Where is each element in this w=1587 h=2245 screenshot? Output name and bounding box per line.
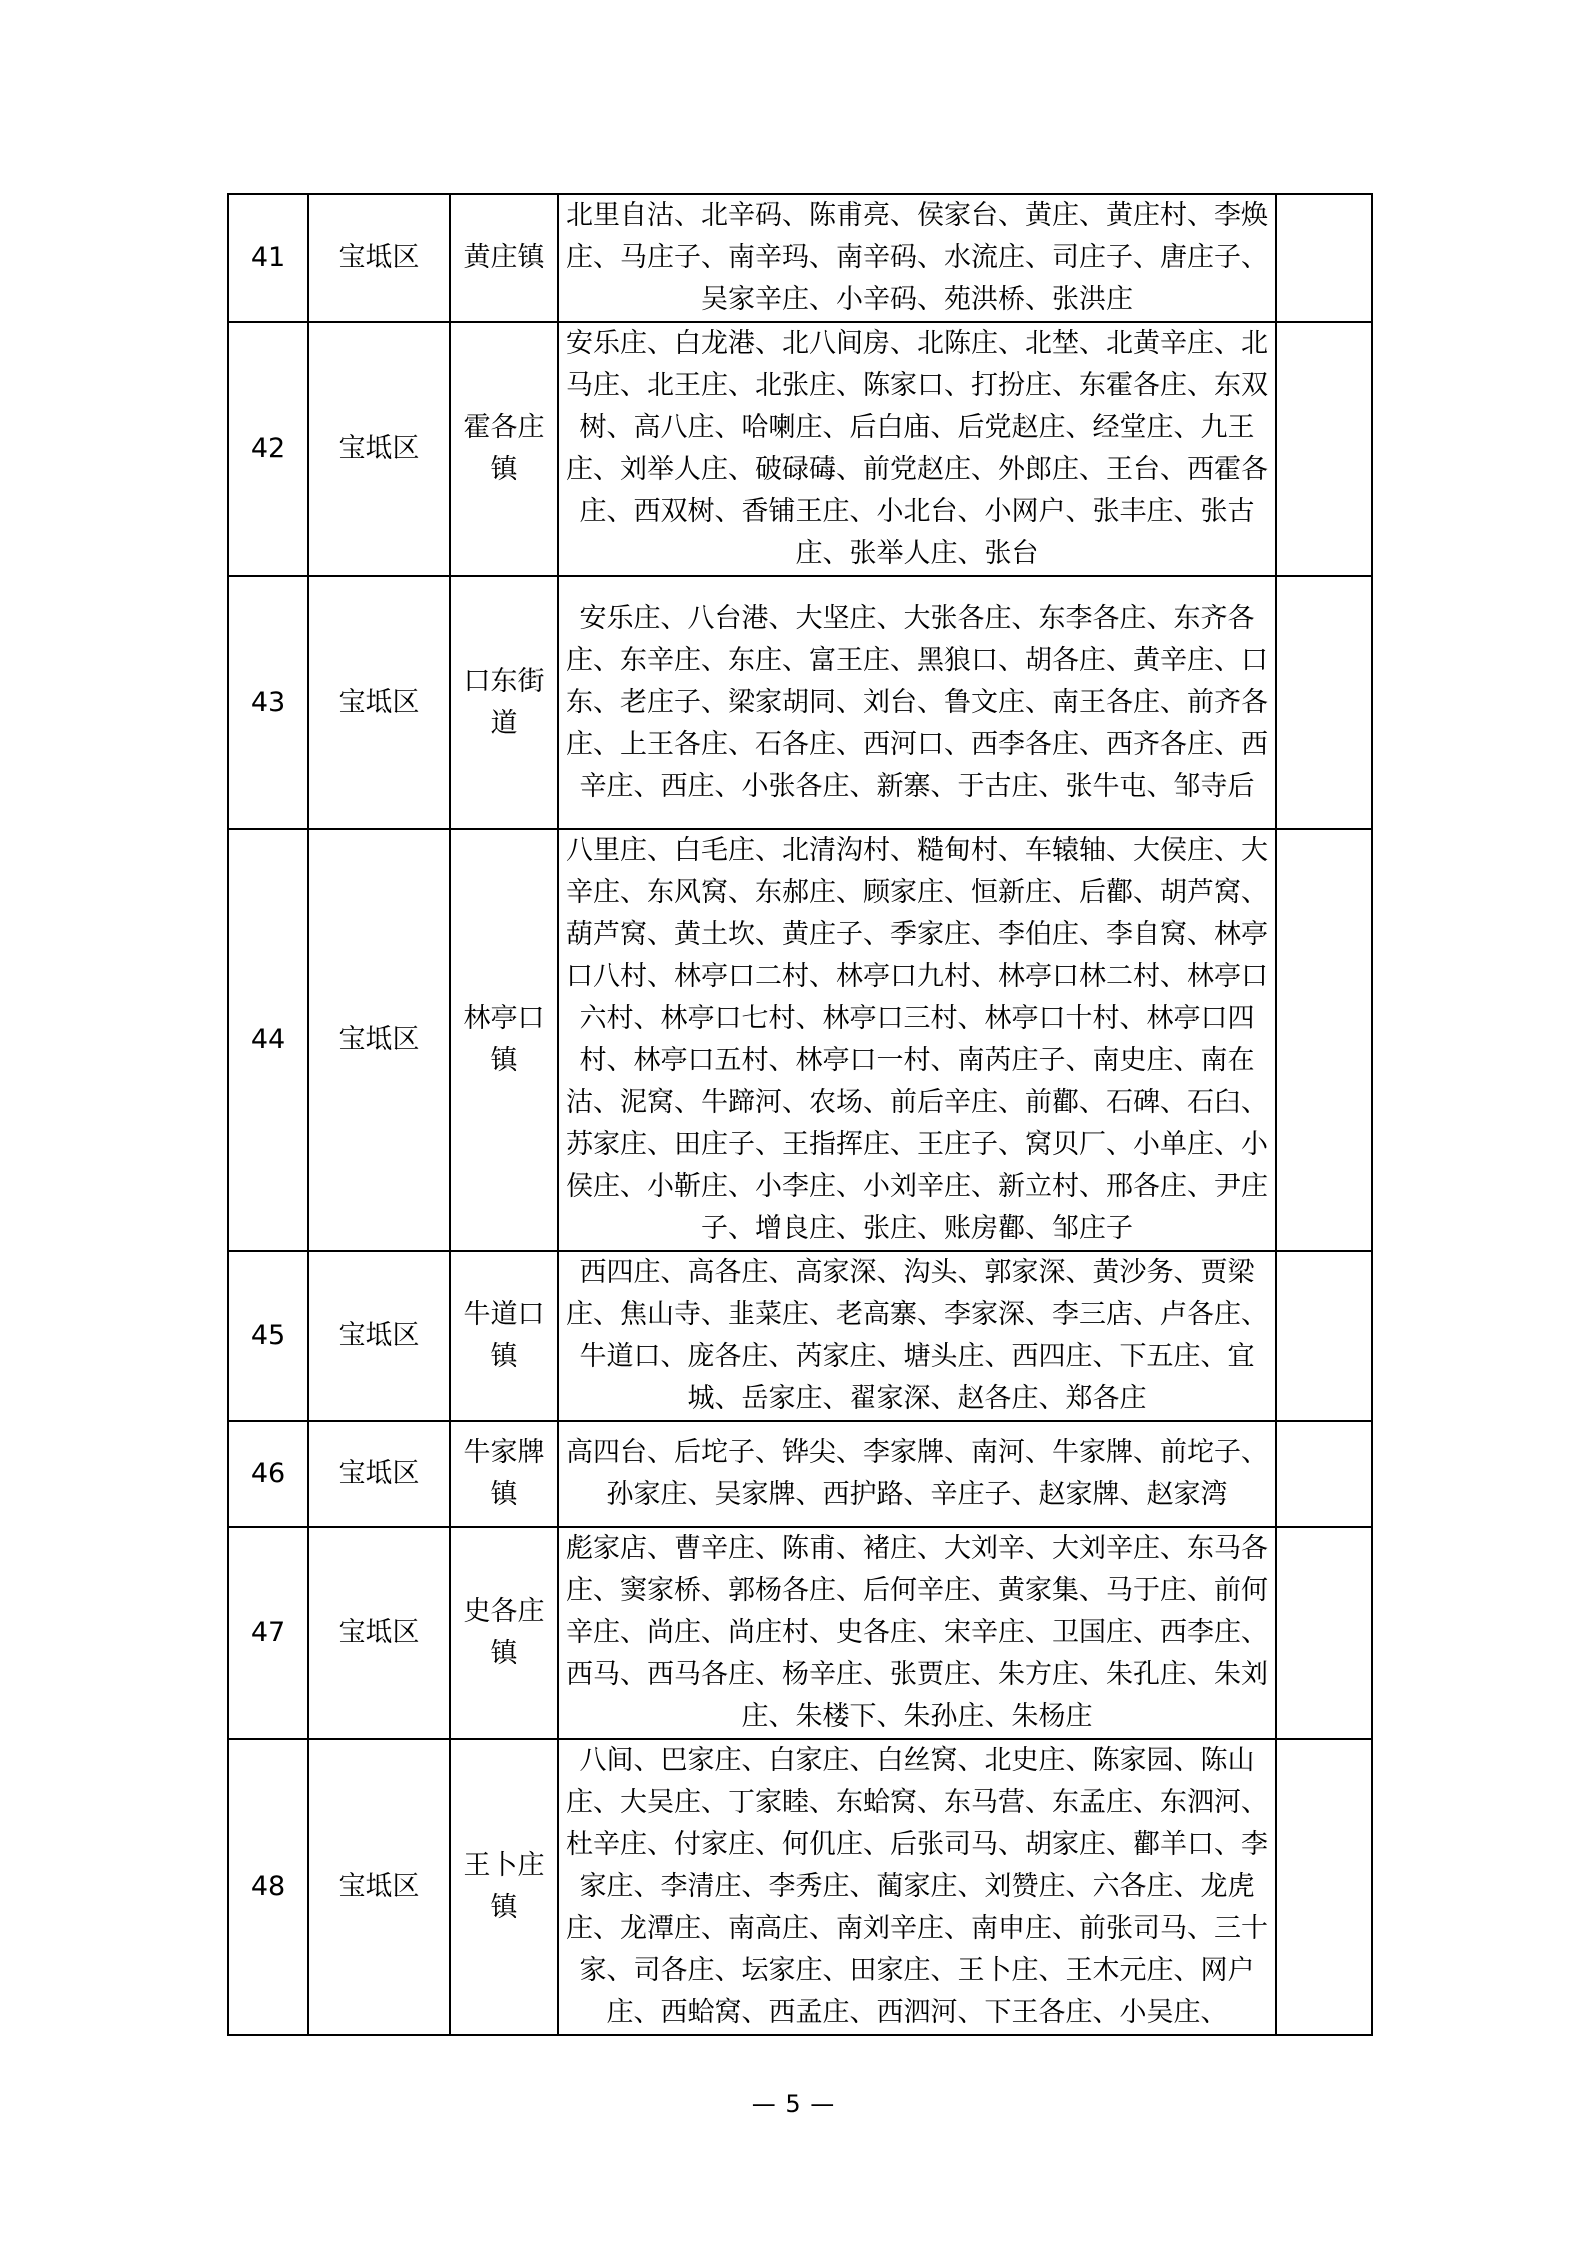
villages-cell: 八间、巴家庄、白家庄、白丝窝、北史庄、陈家园、陈山庄、大吴庄、丁家睦、东蛤窝、东马营、东孟庄、东泗河、杜辛庄、付家庄、何仉庄、后张司马、胡家庄、酄羊口、李家庄、李清庄、李秀庄、蔺家庄、刘赞庄、六各庄、龙虎庄、龙潭庄、南高庄、南刘辛庄、南申庄、前张司马、三十家、司各庄、坛家庄、田家庄、王卜庄、王木元庄、网户庄、西蛤窝、西孟庄、西泗河、下王各庄、小吴庄、 xyxy=(558,1739,1276,2035)
page-number: — 5 — xyxy=(751,2090,836,2118)
table-row xyxy=(228,1251,1372,1421)
row-number: 45 xyxy=(228,1251,308,1421)
remarks-cell xyxy=(1276,576,1372,829)
row-number: 48 xyxy=(228,1739,308,2035)
remarks-cell xyxy=(1276,322,1372,576)
remarks-cell xyxy=(1276,1527,1372,1739)
district-cell: 宝坻区 xyxy=(308,1421,450,1527)
table-row xyxy=(228,1527,1372,1739)
remarks-cell xyxy=(1276,1739,1372,2035)
remarks-cell xyxy=(1276,829,1372,1251)
villages-cell: 安乐庄、白龙港、北八间房、北陈庄、北埜、北黄辛庄、北马庄、北王庄、北张庄、陈家口、打扮庄、东霍各庄、东双树、高八庄、哈喇庄、后白庙、后党赵庄、经堂庄、九王庄、刘举人庄、破碌碡、前党赵庄、外郎庄、王台、西霍各庄、西双树、香铺王庄、小北台、小网户、张丰庄、张古庄、张举人庄、张台 xyxy=(558,322,1276,576)
table-row xyxy=(228,1421,1372,1527)
district-cell: 宝坻区 xyxy=(308,1739,450,2035)
town-cell: 牛家牌镇 xyxy=(450,1421,558,1527)
remarks-cell xyxy=(1276,194,1372,322)
row-number: 47 xyxy=(228,1527,308,1739)
table-row xyxy=(228,322,1372,576)
town-cell: 史各庄镇 xyxy=(450,1527,558,1739)
district-cell: 宝坻区 xyxy=(308,1251,450,1421)
district-cell: 宝坻区 xyxy=(308,322,450,576)
town-cell: 林亭口镇 xyxy=(450,829,558,1251)
villages-cell: 北里自沽、北辛码、陈甫亮、侯家台、黄庄、黄庄村、李焕庄、马庄子、南辛玛、南辛码、水流庄、司庄子、唐庄子、吴家辛庄、小辛码、苑洪桥、张洪庄 xyxy=(558,194,1276,322)
table-body xyxy=(228,194,1372,2035)
town-cell: 口东街道 xyxy=(450,576,558,829)
town-cell: 王卜庄镇 xyxy=(450,1739,558,2035)
town-cell: 霍各庄镇 xyxy=(450,322,558,576)
remarks-cell xyxy=(1276,1421,1372,1527)
row-number: 46 xyxy=(228,1421,308,1527)
table-row xyxy=(228,194,1372,322)
district-cell: 宝坻区 xyxy=(308,194,450,322)
row-number: 43 xyxy=(228,576,308,829)
villages-cell: 西四庄、高各庄、高家深、沟头、郭家深、黄沙务、贾梁庄、焦山寺、韭菜庄、老高寨、李家深、李三店、卢各庄、牛道口、庞各庄、芮家庄、塘头庄、西四庄、下五庄、宜城、岳家庄、翟家深、赵各庄、郑各庄 xyxy=(558,1251,1276,1421)
table-row xyxy=(228,576,1372,829)
table-row xyxy=(228,1739,1372,2035)
district-cell: 宝坻区 xyxy=(308,1527,450,1739)
row-number: 44 xyxy=(228,829,308,1251)
town-cell: 黄庄镇 xyxy=(450,194,558,322)
row-number: 42 xyxy=(228,322,308,576)
village-table xyxy=(227,193,1373,2036)
villages-cell: 彪家店、曹辛庄、陈甫、褚庄、大刘辛、大刘辛庄、东马各庄、窦家桥、郭杨各庄、后何辛庄、黄家集、马于庄、前何辛庄、尚庄、尚庄村、史各庄、宋辛庄、卫国庄、西李庄、西马、西马各庄、杨辛庄、张贾庄、朱方庄、朱孔庄、朱刘庄、朱楼下、朱孙庄、朱杨庄 xyxy=(558,1527,1276,1739)
town-cell: 牛道口镇 xyxy=(450,1251,558,1421)
remarks-cell xyxy=(1276,1251,1372,1421)
villages-cell: 八里庄、白毛庄、北清沟村、糙甸村、车辕轴、大侯庄、大辛庄、东风窝、东郝庄、顾家庄、恒新庄、后酄、胡芦窝、葫芦窝、黄土坎、黄庄子、季家庄、李伯庄、李自窝、林亭口八村、林亭口二村、林亭口九村、林亭口林二村、林亭口六村、林亭口七村、林亭口三村、林亭口十村、林亭口四村、林亭口五村、林亭口一村、南芮庄子、南史庄、南在沽、泥窝、牛蹄河、农场、前后辛庄、前酄、石碑、石臼、苏家庄、田庄子、王指挥庄、王庄子、窝贝厂、小单庄、小侯庄、小靳庄、小李庄、小刘辛庄、新立村、邢各庄、尹庄子、增良庄、张庄、账房酄、邹庄子 xyxy=(558,829,1276,1251)
table-row xyxy=(228,829,1372,1251)
district-cell: 宝坻区 xyxy=(308,576,450,829)
district-cell: 宝坻区 xyxy=(308,829,450,1251)
villages-cell: 安乐庄、八台港、大坚庄、大张各庄、东李各庄、东齐各庄、东辛庄、东庄、富王庄、黑狼口、胡各庄、黄辛庄、口东、老庄子、梁家胡同、刘台、鲁文庄、南王各庄、前齐各庄、上王各庄、石各庄、西河口、西李各庄、西齐各庄、西辛庄、西庄、小张各庄、新寨、于古庄、张牛屯、邹寺后 xyxy=(558,576,1276,829)
villages-cell: 高四台、后坨子、铧尖、李家牌、南河、牛家牌、前坨子、孙家庄、吴家牌、西护路、辛庄子、赵家牌、赵家湾 xyxy=(558,1421,1276,1527)
row-number: 41 xyxy=(228,194,308,322)
